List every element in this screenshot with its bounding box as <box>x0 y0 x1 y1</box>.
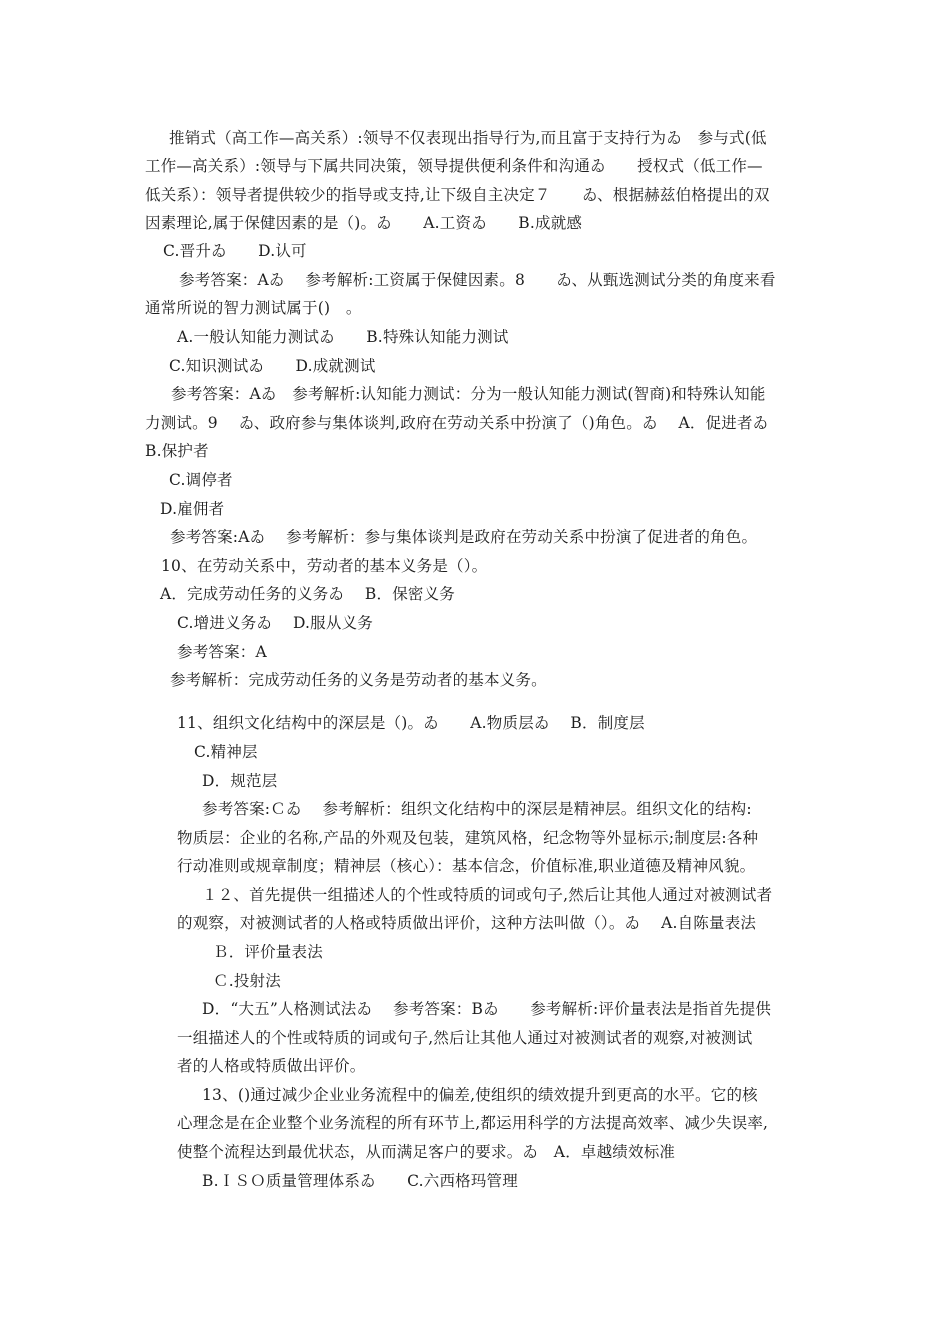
text-line: D．规范层 <box>202 772 278 790</box>
text-line: 13、()通过减少企业业务流程中的偏差,使组织的绩效提升到更高的水平。它的核 <box>202 1086 758 1104</box>
text-line: 参考解析：完成劳动任务的义务是劳动者的基本义务。 <box>170 671 547 689</box>
text-line: Ｃ.投射法 <box>213 972 281 990</box>
text-line: 参考答案：A <box>177 643 267 661</box>
text-line: 推销式（高工作—高关系）:领导不仅表现出指导行为,而且富于支持行为ゐ 参与式(低 <box>169 129 767 147</box>
text-line: 通常所说的智力测试属于() 。 <box>145 299 362 317</box>
text-line: 参考答案:Aゐ 参考解析：参与集体谈判是政府在劳动关系中扮演了促进者的角色。 <box>170 528 758 546</box>
text-line: 10、在劳动关系中，劳动者的基本义务是（）。 <box>161 557 488 575</box>
text-line: 物质层：企业的名称,产品的外观及包装，建筑风格，纪念物等外显标示;制度层:各种 <box>177 829 759 847</box>
text-line: 参考答案：Aゐ 参考解析:工资属于保健因素。8 ゐ、从甄选测试分类的角度来看 <box>179 271 776 289</box>
text-line: D.雇佣者 <box>160 500 225 518</box>
text-line: 心理念是在企业整个业务流程的所有环节上,都运用科学的方法提高效率、减少失误率, <box>177 1114 769 1132</box>
text-line: 参考答案：Aゐ 参考解析:认知能力测试：分为一般认知能力测试(智商)和特殊认知能 <box>171 385 766 403</box>
text-line: 一组描述人的个性或特质的词或句子,然后让其他人通过对被测试者的观察,对被测试 <box>177 1029 753 1047</box>
text-line: A.一般认知能力测试ゐ B.特殊认知能力测试 <box>177 328 509 346</box>
text-line: 行动准则或规章制度；精神层（核心）：基本信念，价值标准,职业道德及精神风貌。 <box>177 857 756 875</box>
text-line: C.知识测试ゐ D.成就测试 <box>169 357 376 375</box>
text-line: Ｂ．评价量表法 <box>213 943 323 961</box>
text-line: 11、组织文化结构中的深层是（)。ゐ A.物质层ゐ B．制度层 <box>177 714 645 732</box>
text-line: C.晋升ゐ D.认可 <box>163 242 307 260</box>
text-line: B.ＩＳＯ质量管理体系ゐ C.六西格玛管理 <box>202 1172 518 1190</box>
text-line: D．“大五”人格测试法ゐ 参考答案：Bゐ 参考解析:评价量表法是指首先提供 <box>202 1000 772 1018</box>
text-line: １２、首先提供一组描述人的个性或特质的词或句子,然后让其他人通过对被测试者 <box>202 886 773 904</box>
text-line: C.调停者 <box>169 471 233 489</box>
text-line: C.增进义务ゐ D.服从义务 <box>177 614 373 632</box>
text-line: B.保护者 <box>145 442 209 460</box>
text-line: 的观察，对被测试者的人格或特质做出评价，这种方法叫做（）。ゐ A.自陈量表法 <box>177 914 757 932</box>
text-line: 使整个流程达到最优状态，从而满足客户的要求。ゐ A．卓越绩效标准 <box>177 1143 676 1161</box>
text-line: 低关系）：领导者提供较少的指导或支持,让下级自主决定７ ゐ、根据赫兹伯格提出的双 <box>145 186 770 204</box>
text-line: 者的人格或特质做出评价。 <box>177 1057 366 1075</box>
text-line: A．完成劳动任务的义务ゐ B．保密义务 <box>160 585 456 603</box>
text-line: 力测试。9 ゐ、政府参与集体谈判,政府在劳动关系中扮演了（)角色。ゐ A．促进者ゐ <box>145 414 769 432</box>
text-line: 工作—高关系）:领导与下属共同决策，领导提供便利条件和沟通ゐ 授权式（低工作— <box>145 157 763 175</box>
text-line: 因素理论,属于保健因素的是（)。ゐ A.工资ゐ B.成就感 <box>145 214 583 232</box>
text-line: 参考答案:Ｃゐ 参考解析：组织文化结构中的深层是精神层。组织文化的结构: <box>202 800 752 818</box>
text-line: C.精神层 <box>194 743 258 761</box>
